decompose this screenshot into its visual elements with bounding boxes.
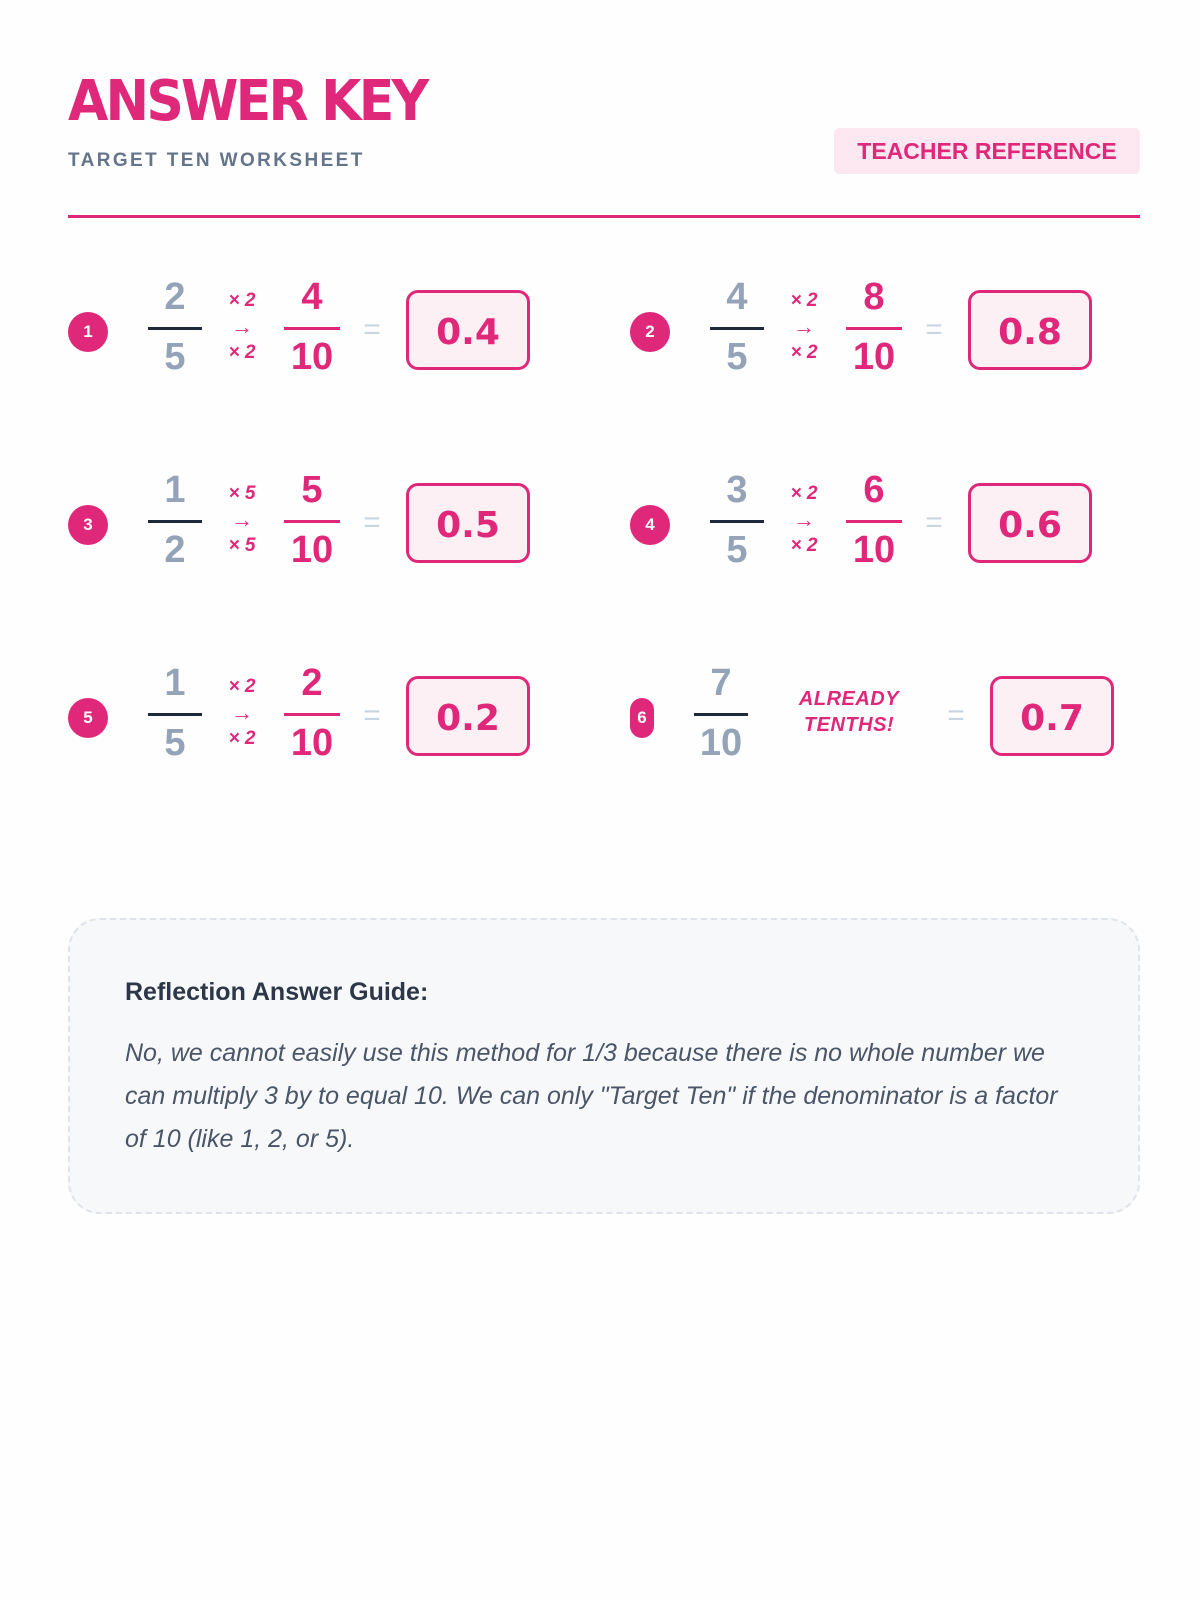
numerator: 2 bbox=[164, 276, 186, 318]
problem-number-badge: 3 bbox=[68, 505, 108, 545]
equals-sign: = bbox=[925, 313, 943, 346]
note-line-2: TENTHS! bbox=[803, 714, 895, 736]
denominator: 2 bbox=[164, 529, 186, 571]
equals-sign: = bbox=[925, 506, 943, 539]
fraction-bar bbox=[284, 713, 340, 716]
answer-box: 0.4 bbox=[406, 290, 530, 370]
problem-number-badge: 2 bbox=[630, 312, 670, 352]
equals-sign: = bbox=[363, 313, 381, 346]
numerator-factor: × 2 bbox=[228, 290, 256, 311]
numerator-factor: × 2 bbox=[790, 483, 818, 504]
multiplier bbox=[220, 483, 264, 573]
multiplier bbox=[220, 676, 264, 766]
denominator-factor: × 5 bbox=[228, 535, 256, 556]
reflection-title: Reflection Answer Guide: bbox=[125, 978, 429, 1006]
problem-5 bbox=[68, 656, 568, 776]
problem-1 bbox=[68, 270, 568, 390]
teacher-reference-badge: TEACHER REFERENCE bbox=[834, 128, 1140, 174]
numerator: 7 bbox=[710, 662, 732, 704]
answer-box: 0.8 bbox=[968, 290, 1092, 370]
original-fraction bbox=[710, 468, 764, 583]
numerator-factor: × 2 bbox=[790, 290, 818, 311]
target-numerator: 4 bbox=[301, 276, 323, 318]
header bbox=[68, 70, 1140, 220]
equals-sign: = bbox=[363, 506, 381, 539]
page-title: ANSWER KEY bbox=[68, 69, 427, 134]
problem-6 bbox=[630, 656, 1130, 776]
multiplier bbox=[782, 483, 826, 573]
fraction-bar bbox=[148, 327, 202, 330]
numerator-factor: × 2 bbox=[228, 676, 256, 697]
problem-number-badge: 5 bbox=[68, 698, 108, 738]
problem-number-badge: 6 bbox=[630, 698, 654, 738]
target-fraction bbox=[284, 275, 340, 390]
fraction-bar bbox=[846, 520, 902, 523]
answer-box: 0.7 bbox=[990, 676, 1114, 756]
already-tenths-note bbox=[794, 686, 904, 738]
arrow-right-icon: → bbox=[231, 700, 253, 725]
denominator-factor: × 2 bbox=[228, 342, 256, 363]
equals-sign: = bbox=[363, 699, 381, 732]
target-fraction bbox=[846, 468, 902, 583]
reflection-body: No, we cannot easily use this method for 1/3 because there is no whole number we can multiply 3 by to equal 10. We can only "Target Ten" if the denominator is a factor of 10 (like 1, 2, or 5). bbox=[125, 1039, 1058, 1153]
target-denominator: 10 bbox=[290, 336, 334, 378]
target-numerator: 5 bbox=[301, 469, 323, 511]
denominator: 5 bbox=[164, 722, 186, 764]
arrow-right-icon: → bbox=[231, 507, 253, 532]
problem-number-badge: 1 bbox=[68, 312, 108, 352]
answer-box: 0.2 bbox=[406, 676, 530, 756]
reflection-guide-box bbox=[68, 918, 1140, 1214]
problem-grid bbox=[68, 270, 1140, 810]
denominator-factor: × 2 bbox=[790, 535, 818, 556]
page-subtitle: TARGET TEN WORKSHEET bbox=[68, 150, 365, 171]
original-fraction bbox=[710, 275, 764, 390]
answer-key-page bbox=[68, 0, 1140, 1600]
target-denominator: 10 bbox=[852, 336, 896, 378]
numerator: 1 bbox=[164, 662, 186, 704]
target-denominator: 10 bbox=[290, 529, 334, 571]
target-fraction bbox=[284, 468, 340, 583]
numerator: 1 bbox=[164, 469, 186, 511]
answer-box: 0.6 bbox=[968, 483, 1092, 563]
arrow-right-icon: → bbox=[231, 314, 253, 339]
fraction-bar bbox=[694, 713, 748, 716]
fraction-bar bbox=[148, 520, 202, 523]
fraction-bar bbox=[846, 327, 902, 330]
problem-3 bbox=[68, 463, 568, 583]
target-numerator: 2 bbox=[301, 662, 323, 704]
fraction-bar bbox=[710, 327, 764, 330]
note-line-1: ALREADY bbox=[798, 688, 900, 710]
numerator: 4 bbox=[726, 276, 748, 318]
original-fraction bbox=[148, 468, 202, 583]
target-fraction bbox=[846, 275, 902, 390]
original-fraction bbox=[148, 275, 202, 390]
fraction-bar bbox=[284, 520, 340, 523]
target-fraction bbox=[284, 661, 340, 776]
original-fraction bbox=[694, 661, 748, 776]
fraction-bar bbox=[148, 713, 202, 716]
problem-4 bbox=[630, 463, 1130, 583]
numerator: 3 bbox=[726, 469, 748, 511]
answer-box: 0.5 bbox=[406, 483, 530, 563]
denominator: 5 bbox=[726, 529, 748, 571]
target-numerator: 6 bbox=[863, 469, 885, 511]
denominator-factor: × 2 bbox=[228, 728, 256, 749]
fraction-bar bbox=[284, 327, 340, 330]
original-fraction bbox=[148, 661, 202, 776]
target-numerator: 8 bbox=[863, 276, 885, 318]
denominator-factor: × 2 bbox=[790, 342, 818, 363]
header-divider bbox=[68, 215, 1140, 218]
denominator: 10 bbox=[699, 722, 743, 764]
fraction-bar bbox=[710, 520, 764, 523]
denominator: 5 bbox=[164, 336, 186, 378]
multiplier bbox=[782, 290, 826, 380]
problem-2 bbox=[630, 270, 1130, 390]
numerator-factor: × 5 bbox=[228, 483, 256, 504]
problem-number-badge: 4 bbox=[630, 505, 670, 545]
target-denominator: 10 bbox=[852, 529, 896, 571]
equals-sign: = bbox=[947, 699, 965, 732]
arrow-right-icon: → bbox=[793, 507, 815, 532]
arrow-right-icon: → bbox=[793, 314, 815, 339]
multiplier bbox=[220, 290, 264, 380]
denominator: 5 bbox=[726, 336, 748, 378]
target-denominator: 10 bbox=[290, 722, 334, 764]
